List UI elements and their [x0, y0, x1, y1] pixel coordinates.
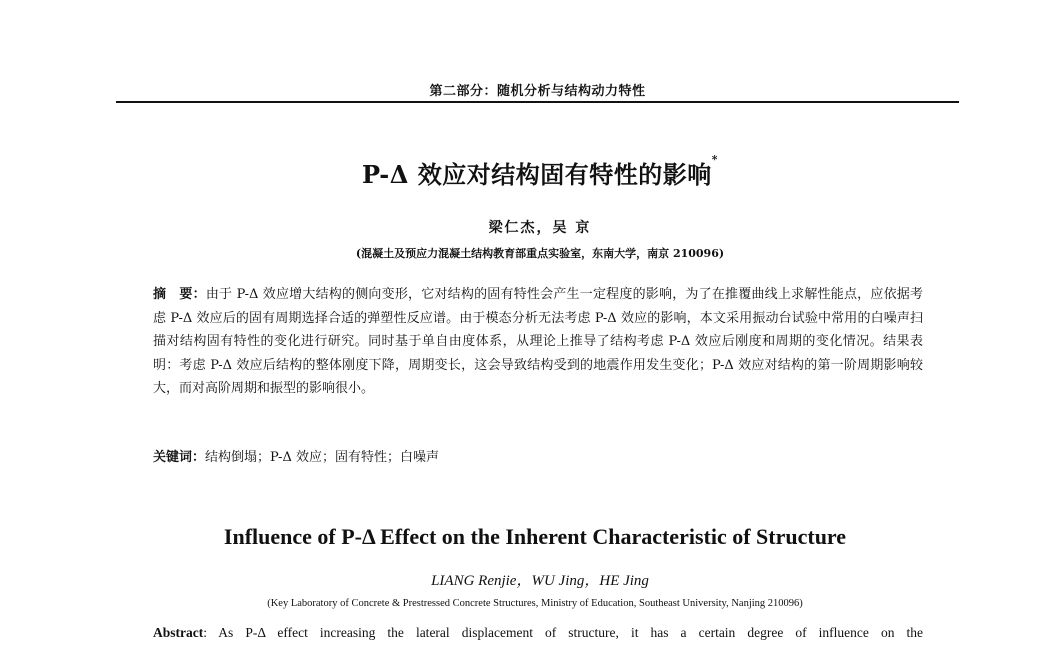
- running-header: 第二部分：随机分析与结构动力特性: [429, 84, 646, 99]
- english-affiliation: (Key Laboratory of Concrete & Prestressed Concrete Structures, Ministry of Education, Southeast University, Nanjing 210096): [267, 598, 803, 609]
- header-rule: [116, 101, 959, 103]
- chinese-affiliation: (混凝土及预应力混凝土结构教育部重点实验室，东南大学，南京 210096): [355, 247, 725, 260]
- chinese-abstract-text: 由于 P-Δ 效应增大结构的侧向变形，它对结构的固有特性会产生一定程度的影响，为了在推覆曲线上求解性能点，应依据考虑 P-Δ 效应后的固有周期选择合适的弹塑性反应谱。由于模态分析无法考虑 P-Δ 效应的影响，本文采用振动台试验中常用的白噪声扫描对结构固有特性的变化进行研究。同时基于单自由度体系，从理论上推导了结构考虑 P-Δ 效应后刚度和周期的变化情况。结果表明：考虑 P-Δ 效应后结构的整体刚度下降，周期变长，这会导致结构受到的地震作用发生变化；P-Δ 效应对结构的第一阶周期影响较大，而对高阶周期和振型的影响很小。: [153, 287, 923, 396]
- chinese-keywords-text: 结构倒塌；P-Δ 效应；固有特性；白噪声: [205, 450, 439, 465]
- chinese-abstract-label: 摘 要：: [153, 287, 206, 302]
- chinese-keywords-label: 关键词：: [153, 450, 206, 465]
- english-abstract-label: Abstract: [153, 625, 204, 640]
- english-abstract: [153, 623, 923, 643]
- chinese-authors: 梁仁杰，吴 京: [488, 220, 592, 236]
- english-authors: LIANG Renjie，WU Jing，HE Jing: [431, 573, 649, 589]
- chinese-title-text: P-Δ 效应对结构固有特性的影响: [362, 160, 712, 189]
- chinese-title: [150, 155, 930, 190]
- chinese-abstract: [153, 283, 923, 401]
- english-title: Influence of P-Δ Effect on the Inherent Characteristic of Structure: [223, 524, 847, 549]
- english-abstract-text: : As P-Δ effect increasing the lateral displacement of structure, it has a certain degree of influence on the: [203, 625, 923, 640]
- title-footnote-mark[interactable]: *: [711, 153, 718, 166]
- chinese-keywords: [153, 448, 923, 468]
